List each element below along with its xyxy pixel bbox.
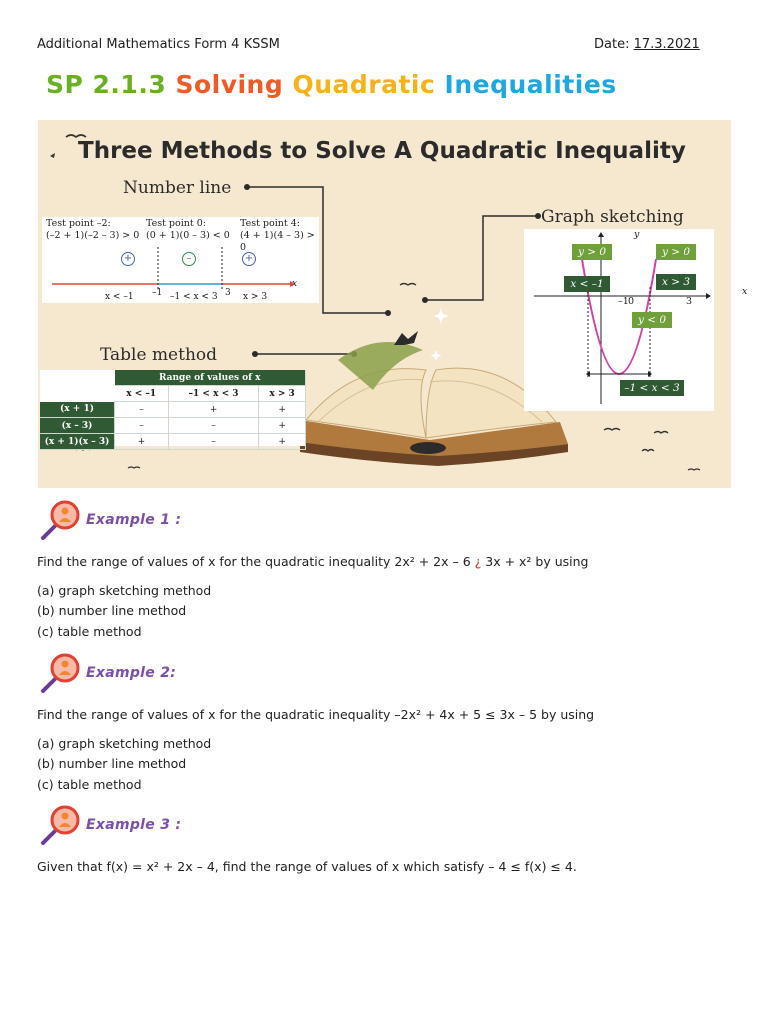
list-item: (c) table method [37, 624, 142, 639]
number-line-label: Number line [123, 178, 232, 198]
solution-range-tag: –1 < x < 3 [620, 380, 684, 396]
row-header: (x + 1)(x – 3) [40, 434, 115, 450]
tick-label: –1 [618, 296, 629, 307]
inequality-symbol: ¿ [474, 554, 482, 569]
sparkle-icon [431, 350, 442, 361]
table-cell: – [115, 402, 169, 418]
table-cell: + [259, 402, 306, 418]
title-code: SP 2.1.3 [46, 70, 167, 99]
number-line-axis [42, 217, 319, 303]
graph-sketch-panel [524, 229, 748, 411]
range-label: x < –1 [105, 292, 134, 302]
list-item: (b) number line method [37, 756, 187, 771]
bird-icon [128, 467, 140, 468]
course-name: Additional Mathematics Form 4 KSSM [37, 37, 280, 52]
tick-label: 3 [225, 288, 231, 298]
negative-sign-icon: – [182, 252, 196, 266]
sign-table [40, 370, 306, 450]
table-header: Range of values of x [115, 370, 306, 386]
row-header: (x + 1) [40, 402, 115, 418]
test-point-2: Test point 0: (0 + 1)(0 – 3) < 0 [146, 218, 230, 241]
bird-icon [604, 429, 620, 431]
bird-icon [400, 284, 416, 286]
y-positive-left-tag: y > 0 [572, 244, 612, 260]
tick-label: –1 [152, 288, 163, 298]
list-item: (a) graph sketching method [37, 736, 212, 751]
table-cell: + [259, 418, 306, 434]
axis-label: x [292, 279, 298, 289]
example-1-title: Example 1 : [86, 512, 182, 528]
table-cell: + [115, 434, 169, 450]
example-2-question: Find the range of values of x for the quadratic inequality –2x² + 4x + 5 ≤ 3x – 5 by using [37, 707, 595, 722]
table-row [40, 434, 306, 450]
infographic-heading: Three Methods to Solve A Quadratic Inequality [78, 138, 686, 164]
table-method-panel [40, 370, 306, 446]
bird-icon [688, 469, 700, 470]
example-3-title: Example 3 : [86, 817, 182, 833]
magnifier-icon [37, 651, 83, 695]
sparkle-icon [433, 308, 449, 324]
table-cell: – [168, 418, 258, 434]
table-cell: – [168, 434, 258, 450]
title-word-inequalities: Inequalities [444, 70, 617, 99]
positive-sign-icon: + [121, 252, 135, 266]
page-title [46, 70, 617, 99]
x-right-range-tag: x > 3 [656, 274, 696, 290]
row-header: (x – 3) [40, 418, 115, 434]
range-label: x > 3 [243, 292, 268, 302]
axis-label: x [742, 286, 748, 297]
list-item: (b) number line method [37, 603, 187, 618]
table-cell: + [259, 434, 306, 450]
x-left-range-tag: x < –1 [564, 276, 610, 292]
bird-icon [50, 153, 55, 158]
y-negative-tag: y < 0 [632, 312, 672, 328]
test-point-1: Test point –2: (–2 + 1)(–2 – 3) > 0 [46, 218, 140, 241]
bird-icon [642, 450, 654, 452]
bird-icon [66, 135, 86, 137]
magnifier-icon [37, 498, 83, 542]
table-cell: + [168, 402, 258, 418]
number-line-panel [42, 217, 319, 303]
positive-sign-icon: + [242, 252, 256, 266]
axis-label: y [634, 229, 640, 240]
column-header: x > 3 [259, 386, 306, 402]
graph-sketching-label: Graph sketching [541, 207, 684, 227]
column-header: –1 < x < 3 [168, 386, 258, 402]
magnifier-icon [37, 803, 83, 847]
methods-infographic [38, 120, 748, 488]
example-3-question: Given that f(x) = x² + 2x – 4, find the range of values of x which satisfy – 4 ≤ f(x) ≤ 4. [37, 859, 577, 874]
bird-icon [654, 432, 668, 434]
list-item: (c) table method [37, 777, 142, 792]
table-method-label: Table method [100, 345, 218, 365]
title-word-quadratic: Quadratic [292, 70, 436, 99]
table-cell: – [115, 418, 169, 434]
list-item: (a) graph sketching method [37, 583, 212, 598]
y-positive-right-tag: y > 0 [656, 244, 696, 260]
date-label: Date: [594, 37, 630, 52]
table-row [40, 402, 306, 418]
test-point-3: Test point 4: (4 + 1)(4 – 3) > 0 [240, 218, 315, 253]
range-label: –1 < x < 3 [170, 292, 218, 302]
column-header: x < –1 [115, 386, 169, 402]
table-row [40, 418, 306, 434]
tick-label: 0 [628, 296, 635, 307]
date-value: 17.3.2021 [633, 37, 700, 52]
tick-label: 3 [686, 296, 693, 307]
example-1-question: Find the range of values of x for the quadratic inequality 2x² + 2x – 6 ¿ 3x + x² by using [37, 554, 589, 569]
title-word-solving: Solving [175, 70, 284, 99]
example-2-title: Example 2: [86, 665, 177, 681]
date [594, 37, 700, 52]
